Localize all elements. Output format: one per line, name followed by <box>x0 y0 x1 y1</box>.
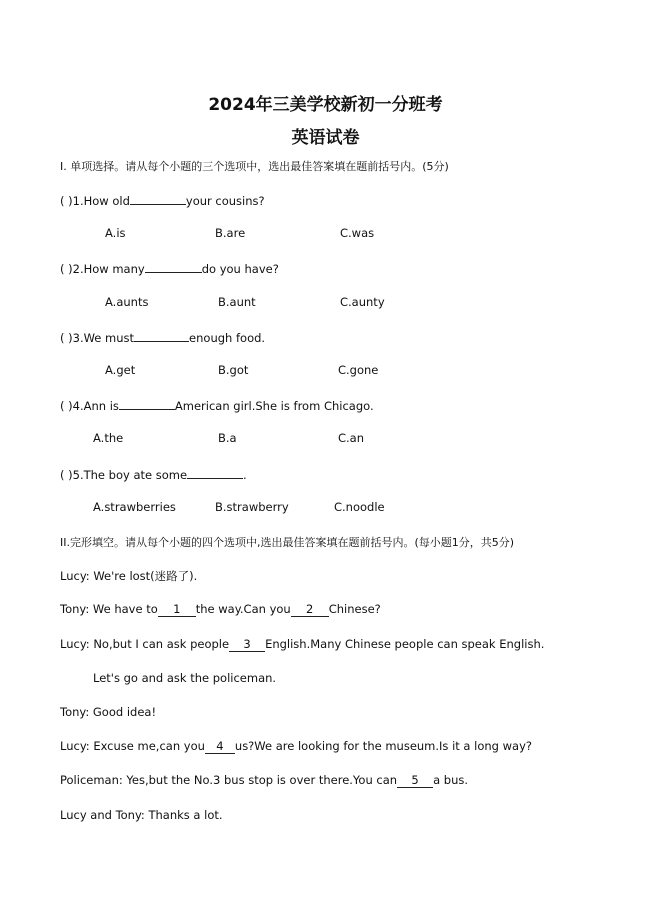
question-stem-post: . <box>243 468 247 482</box>
dialogue-text: Lucy: No,but I can ask people <box>60 637 230 651</box>
question-stem-pre: 2.How many <box>72 262 145 276</box>
question-5 <box>60 466 247 482</box>
answer-paren: ( ) <box>60 262 73 276</box>
dialogue-text: Policeman: Yes,but the No.3 bus stop is over there.You can <box>60 773 398 787</box>
answer-blank <box>130 192 186 205</box>
section1-heading: I. 单项选择。请从每个小题的三个选项中，选出最佳答案填在题前括号内。(5分) <box>60 160 449 173</box>
answer-blank <box>187 466 243 479</box>
question-stem-pre: 3.We must <box>72 331 135 345</box>
option-a: A.strawberries <box>93 500 176 514</box>
answer-blank <box>134 329 189 342</box>
option-a: A.the <box>93 431 124 445</box>
question-stem-post: do you have? <box>201 262 279 276</box>
dialogue-line-4: Let's go and ask the policeman. <box>93 671 277 685</box>
cloze-blank-4: 4 <box>205 739 235 754</box>
option-a: A.is <box>105 226 126 240</box>
option-a: A.get <box>105 363 136 377</box>
option-b: B.are <box>215 226 246 240</box>
cloze-blank-2: 2 <box>291 602 329 617</box>
dialogue-line-5: Tony: Good idea! <box>60 705 157 719</box>
question-stem-pre: 5.The boy ate some <box>72 468 188 482</box>
question-stem-post: enough food. <box>189 331 266 345</box>
dialogue-text: English.Many Chinese people can speak English. <box>265 637 545 651</box>
question-stem-pre: 4.Ann is <box>72 399 119 413</box>
exam-title: 2024年三美学校新初一分班考 <box>208 95 443 115</box>
question-stem-pre: 1.How old <box>72 194 130 208</box>
question-stem-post: American girl.She is from Chicago. <box>174 399 374 413</box>
option-a: A.aunts <box>105 295 149 309</box>
answer-paren: ( ) <box>60 399 73 413</box>
section2-heading: II.完形填空。请从每个小题的四个选项中,选出最佳答案填在题前括号内。(每小题1分，共5分) <box>60 536 515 549</box>
dialogue-line-7 <box>60 773 468 788</box>
dialogue-line-1: Lucy: We're lost(迷路了). <box>60 569 198 583</box>
answer-blank <box>145 260 202 273</box>
option-c: C.was <box>340 226 375 240</box>
dialogue-text: Lucy: Excuse me,can you <box>60 739 205 753</box>
answer-paren: ( ) <box>60 331 73 345</box>
option-b: B.aunt <box>218 295 256 309</box>
option-c: C.aunty <box>340 295 385 309</box>
cloze-blank-3: 3 <box>229 637 265 652</box>
dialogue-text: a bus. <box>433 773 469 787</box>
cloze-blank-1: 1 <box>158 602 196 617</box>
dialogue-text: us?We are looking for the museum.Is it a long way? <box>234 739 532 753</box>
option-c: C.noodle <box>334 500 385 514</box>
answer-paren: ( ) <box>60 194 73 208</box>
option-c: C.gone <box>338 363 379 377</box>
option-b: B.got <box>218 363 249 377</box>
dialogue-text: Chinese? <box>328 602 381 616</box>
dialogue-text: the way.Can you <box>195 602 291 616</box>
answer-blank <box>119 397 175 410</box>
dialogue-line-3 <box>60 637 544 652</box>
dialogue-line-2 <box>60 602 381 617</box>
option-c: C.an <box>338 431 365 445</box>
dialogue-line-8: Lucy and Tony: Thanks a lot. <box>60 808 223 822</box>
question-1 <box>60 192 265 208</box>
dialogue-text: Tony: We have to <box>60 602 158 616</box>
option-b: B.strawberry <box>215 500 289 514</box>
dialogue-line-6 <box>60 739 532 754</box>
question-stem-post: your cousins? <box>185 194 265 208</box>
answer-paren: ( ) <box>60 468 73 482</box>
option-b: B.a <box>218 431 237 445</box>
cloze-blank-5: 5 <box>397 773 433 788</box>
exam-subtitle: 英语试卷 <box>291 128 360 148</box>
question-3 <box>60 329 265 345</box>
question-2 <box>60 260 279 276</box>
question-4 <box>60 397 374 413</box>
